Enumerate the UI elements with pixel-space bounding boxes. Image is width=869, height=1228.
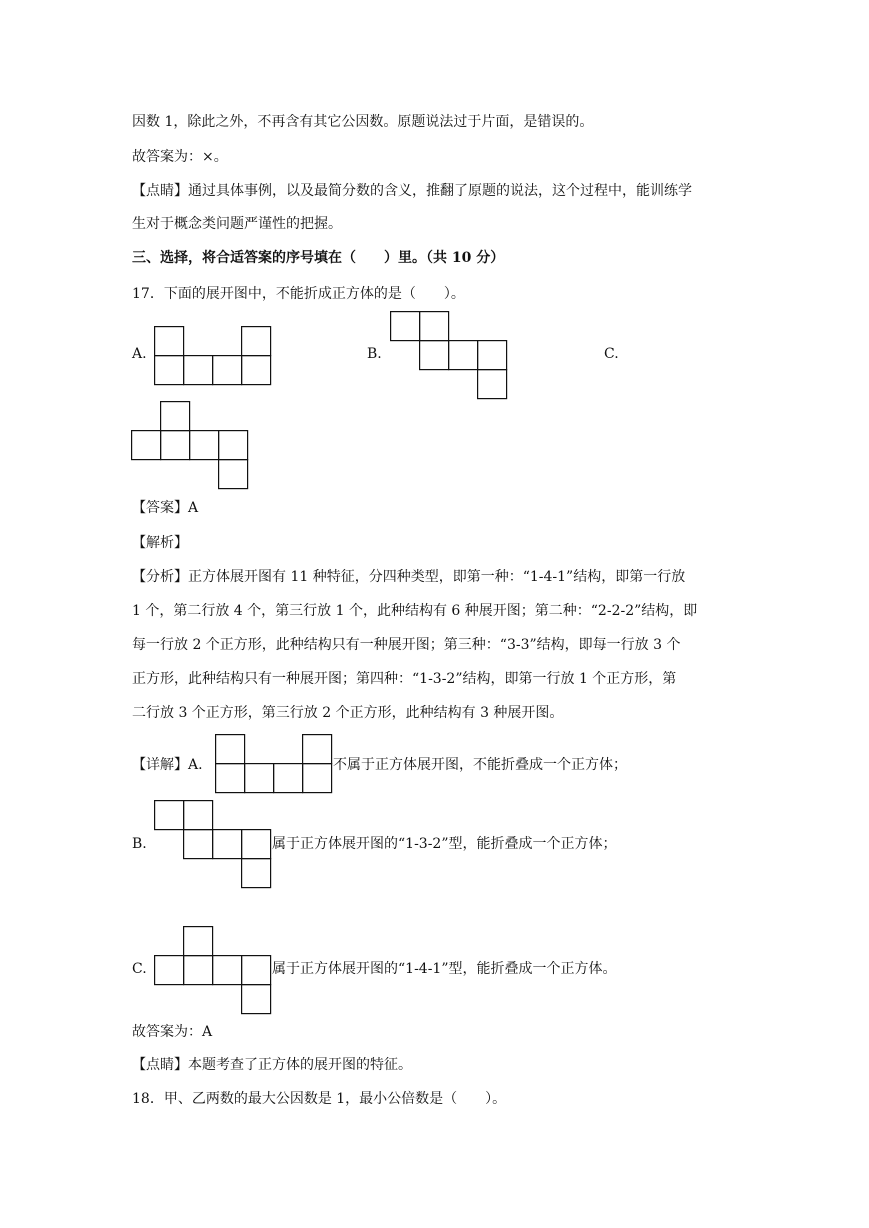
analysis-line: 每一行放 2 个正方形，此种结构只有一种展开图；第三种：“3-3”结构，即每一行放 3 个 — [132, 637, 681, 653]
analysis-line: 1 个，第二行放 4 个，第三行放 1 个，此种结构有 6 种展开图；第二种：“2-2-2”结构，即 — [132, 603, 698, 619]
analysis-line: 【分析】正方体展开图有 11 种特征，分四种类型，即第一种：“1-4-1”结构，即第一行放 — [132, 569, 686, 585]
detail-prefix: 【详解】A. — [132, 757, 203, 773]
text-line: 故答案为：×。 — [132, 149, 228, 165]
analysis-line: 正方形，此种结构只有一种展开图；第四种：“1-3-2”结构，即第一行放 1 个正方形，第 — [132, 671, 677, 687]
text-line: 【点睛】通过具体事例，以及最简分数的含义，推翻了原题的说法，这个过程中，能训练学 — [132, 183, 692, 199]
section-heading: 三、选择，将合适答案的序号填在（ ）里。（共 10 分） — [132, 250, 505, 266]
net-figure-c — [131, 401, 249, 490]
net-figure-a — [154, 326, 272, 386]
detail-net-c — [154, 926, 272, 1015]
option-a-label: A. — [132, 346, 147, 362]
question-18: 18．甲、乙两数的最大公因数是 1，最小公倍数是（ ）。 — [132, 1091, 507, 1107]
text-line: 因数 1，除此之外，不再含有其它公因数。原题说法过于片面，是错误的。 — [132, 114, 594, 130]
dianjing-line: 【点睛】本题考查了正方体的展开图的特征。 — [132, 1057, 412, 1073]
question-17: 17．下面的展开图中，不能折成正方体的是（ ）。 — [132, 286, 465, 302]
detail-b-text: 属于正方体展开图的“1-3-2”型，能折叠成一个正方体； — [272, 836, 617, 852]
detail-net-b — [154, 800, 272, 889]
detail-a-text: 不属于正方体展开图，不能折叠成一个正方体； — [333, 757, 627, 773]
detail-c-text: 属于正方体展开图的“1-4-1”型，能折叠成一个正方体。 — [272, 961, 617, 977]
option-c-label: C. — [604, 346, 619, 362]
analysis-line: 二行放 3 个正方形，第三行放 2 个正方形，此种结构有 3 种展开图。 — [132, 705, 564, 721]
detail-net-a — [215, 734, 333, 794]
analysis-heading: 【解析】 — [132, 535, 188, 551]
final-answer: 故答案为：A — [132, 1024, 213, 1040]
detail-b-label: B. — [132, 836, 147, 852]
detail-c-label: C. — [132, 961, 147, 977]
text-line: 生对于概念类问题严谨性的把握。 — [132, 216, 342, 232]
net-figure-b — [390, 311, 508, 400]
option-b-label: B. — [367, 346, 382, 362]
answer-line: 【答案】A — [132, 500, 199, 516]
